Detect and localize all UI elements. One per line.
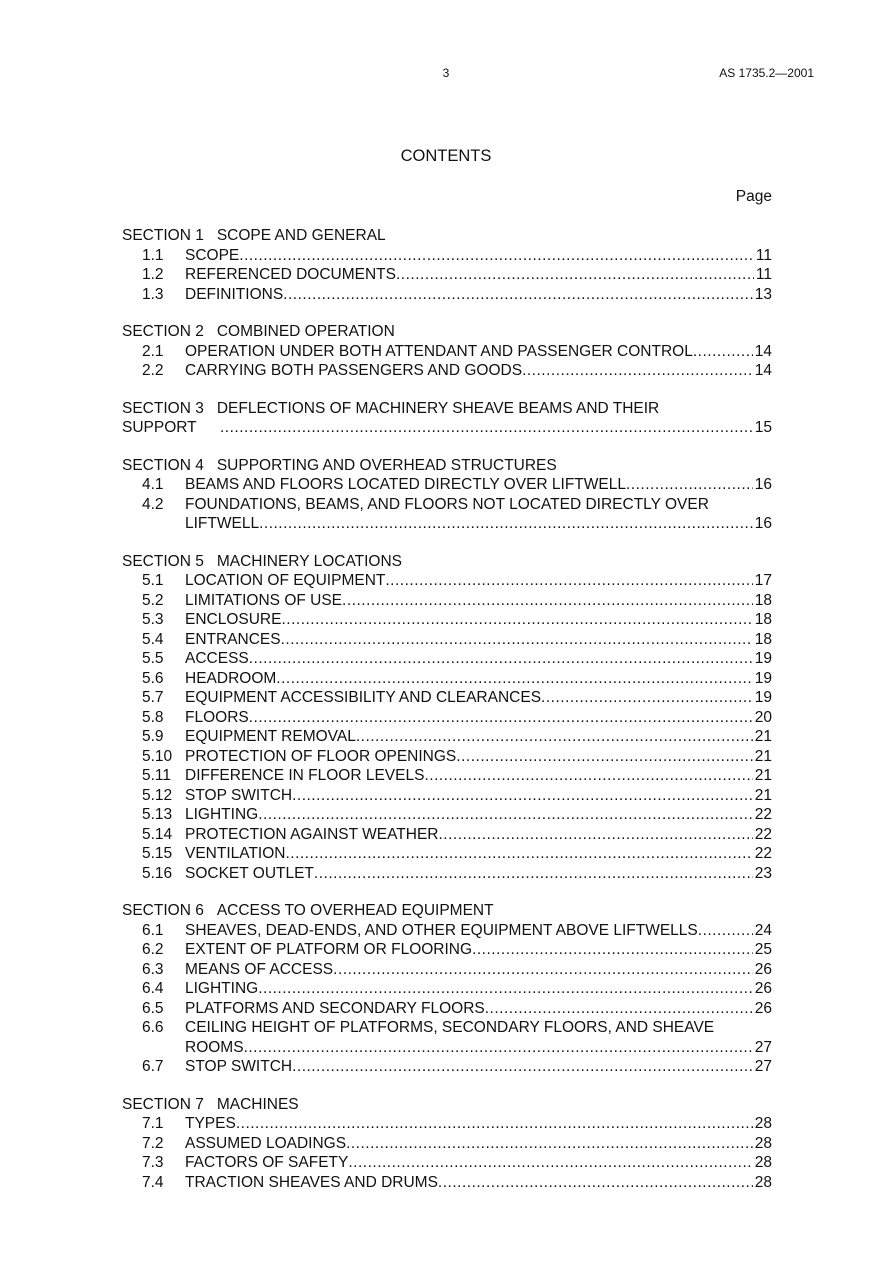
dot-leader [385, 571, 752, 591]
dot-leader [346, 1134, 753, 1154]
toc-entry[interactable] [122, 805, 772, 825]
page-ref: 11 [755, 246, 772, 264]
toc-entry[interactable] [122, 1173, 772, 1193]
toc-entry[interactable] [122, 979, 772, 999]
entry-title: FACTORS OF SAFETY [185, 1154, 349, 1171]
entry-number: 6.2 [142, 941, 164, 958]
entry-number: 7.4 [142, 1173, 164, 1191]
entry-number: 6.4 [142, 980, 164, 997]
dot-leader [348, 1153, 752, 1173]
toc-entry[interactable] [122, 921, 772, 941]
entry-number: 7.2 [142, 1134, 164, 1152]
toc-entry[interactable] [122, 999, 772, 1019]
entry-number: 5.9 [142, 728, 164, 745]
dot-leader [522, 361, 753, 381]
page-ref: 27 [754, 1038, 772, 1056]
toc-entry[interactable] [122, 649, 772, 669]
page-ref: 17 [754, 572, 772, 589]
page-ref: 26 [754, 960, 772, 978]
section-title: MACHINERY LOCATIONS [216, 552, 403, 570]
dot-leader [258, 979, 753, 999]
page-ref: 16 [754, 515, 772, 532]
entry-number: 5.1 [142, 572, 164, 589]
page-ref: 26 [754, 999, 772, 1017]
section-heading[interactable] [122, 399, 772, 419]
section-title: COMBINED OPERATION [216, 323, 395, 340]
dot-leader [626, 475, 753, 495]
toc-entry[interactable] [122, 747, 772, 767]
entry-title: OPERATION UNDER BOTH ATTENDANT AND PASSENGER CONTROL [185, 342, 693, 360]
page-ref: 21 [754, 767, 772, 784]
toc-entry[interactable] [122, 1018, 772, 1038]
dot-leader [258, 805, 753, 825]
section-number: SECTION 1 [122, 227, 204, 244]
entry-number: 5.15 [142, 845, 173, 862]
entry-title: SCOPE [185, 246, 240, 264]
page-ref: 19 [754, 650, 772, 667]
section-number: SECTION 4 [122, 456, 204, 474]
dot-leader [438, 1173, 753, 1193]
entry-title: FLOORS [185, 708, 249, 726]
page-ref: 26 [754, 980, 772, 997]
toc-entry[interactable] [122, 669, 772, 689]
dot-leader [456, 747, 752, 767]
entry-title: STOP SWITCH [185, 1058, 293, 1075]
dot-leader [314, 864, 753, 884]
entry-number: 5.14 [142, 825, 173, 843]
entry-title: LIGHTING [185, 806, 259, 823]
entry-number: 7.3 [142, 1154, 164, 1171]
section-title: ACCESS TO OVERHEAD EQUIPMENT [216, 902, 494, 919]
dot-leader [276, 669, 752, 689]
toc-section [122, 226, 772, 304]
page-ref: 22 [754, 845, 772, 862]
entry-number: 6.5 [142, 999, 164, 1017]
dot-leader [259, 514, 753, 534]
contents-title: CONTENTS [400, 147, 492, 165]
entry-number: 1.2 [142, 266, 164, 283]
page-ref: 14 [754, 362, 772, 379]
entry-number: 5.11 [142, 767, 172, 784]
dot-leader [249, 708, 753, 728]
entry-title: PROTECTION OF FLOOR OPENINGS [185, 747, 457, 765]
page-ref: 22 [754, 806, 772, 823]
dot-leader [239, 246, 754, 266]
entry-title: PLATFORMS AND SECONDARY FLOORS [185, 999, 485, 1017]
entry-number: 6.7 [142, 1058, 164, 1075]
dot-leader [693, 342, 753, 362]
entry-number: 1.1 [142, 246, 164, 264]
dot-leader [244, 1038, 753, 1058]
entry-title: DIFFERENCE IN FLOOR LEVELS [185, 767, 425, 784]
toc-entry[interactable] [122, 246, 772, 266]
section-number: SECTION 2 [122, 323, 204, 340]
entry-number: 5.4 [142, 630, 164, 648]
page-ref: 16 [754, 476, 772, 493]
entry-title: LOCATION OF EQUIPMENT [185, 572, 386, 589]
dot-leader [281, 610, 752, 630]
toc-entry[interactable] [122, 630, 772, 650]
page-ref: 14 [754, 342, 772, 360]
entry-number: 5.12 [142, 786, 173, 804]
page-ref: 11 [755, 266, 772, 283]
toc-entry[interactable] [122, 727, 772, 747]
entry-number: 1.3 [142, 285, 164, 303]
dot-leader [472, 940, 753, 960]
section-number: SECTION 3 [122, 399, 204, 417]
section-title: SUPPORTING AND OVERHEAD STRUCTURES [216, 456, 557, 474]
entry-title: DEFINITIONS [185, 285, 284, 303]
entry-title: MEANS OF ACCESS [185, 960, 334, 978]
section-heading[interactable] [122, 456, 772, 476]
entry-title: CARRYING BOTH PASSENGERS AND GOODS [185, 362, 523, 379]
page-ref: 19 [754, 689, 772, 706]
section-number: SECTION 6 [122, 902, 204, 919]
entry-title: TRACTION SHEAVES AND DRUMS [185, 1173, 438, 1191]
toc-entry[interactable] [122, 1153, 772, 1173]
entry-title-cont: LIFTWELL [185, 515, 260, 532]
section-number: SECTION 5 [122, 552, 204, 570]
dot-leader [342, 591, 753, 611]
dot-leader [220, 418, 753, 438]
dot-leader [292, 1057, 753, 1077]
page-ref: 13 [754, 285, 772, 303]
toc-entry[interactable] [122, 864, 772, 884]
toc-section [122, 1095, 772, 1193]
entry-number: 6.6 [142, 1019, 164, 1036]
section-heading[interactable] [122, 226, 772, 246]
entry-number: 6.1 [142, 921, 164, 939]
toc-entry[interactable] [122, 495, 772, 515]
entry-number: 4.2 [142, 495, 164, 513]
toc-entry-continuation[interactable] [122, 1038, 772, 1058]
section-heading[interactable] [122, 552, 772, 572]
toc-entry[interactable] [122, 1114, 772, 1134]
section-number: SECTION 7 [122, 1095, 204, 1113]
dot-leader [485, 999, 753, 1019]
section-title: SCOPE AND GENERAL [216, 227, 386, 244]
dot-leader [438, 825, 752, 845]
page-ref: 21 [754, 728, 772, 745]
entry-title: ACCESS [185, 650, 249, 667]
dot-leader [333, 960, 753, 980]
toc-entry[interactable] [122, 285, 772, 305]
section-title-cont-text: SUPPORT [122, 419, 197, 436]
entry-number: 5.7 [142, 689, 164, 706]
section-title: DEFLECTIONS OF MACHINERY SHEAVE BEAMS AND THEIR [216, 399, 660, 417]
page-ref: 23 [754, 864, 772, 882]
page-ref: 25 [754, 941, 772, 958]
entry-title-cont: ROOMS [185, 1038, 244, 1056]
entry-number: 5.8 [142, 708, 164, 726]
toc-section [122, 456, 772, 534]
entry-number: 5.13 [142, 806, 173, 823]
dot-leader [281, 630, 753, 650]
entry-number: 7.1 [142, 1115, 164, 1132]
entry-title: SHEAVES, DEAD-ENDS, AND OTHER EQUIPMENT ABOVE LIFTWELLS [185, 921, 698, 939]
page-ref: 24 [754, 921, 772, 939]
page-ref: 19 [754, 669, 772, 687]
entry-number: 5.3 [142, 611, 164, 628]
entry-number: 4.1 [142, 476, 164, 493]
toc-entry[interactable] [122, 342, 772, 362]
page-ref: 18 [754, 591, 772, 609]
entry-number: 2.2 [142, 362, 164, 379]
section-title: MACHINES [216, 1095, 299, 1113]
entry-title: PROTECTION AGAINST WEATHER [185, 825, 439, 843]
toc-section [122, 901, 772, 1077]
entry-title: EQUIPMENT ACCESSIBILITY AND CLEARANCES [185, 689, 542, 706]
entry-title: FOUNDATIONS, BEAMS, AND FLOORS NOT LOCATED DIRECTLY OVER [185, 495, 709, 513]
toc-entry[interactable] [122, 591, 772, 611]
page-ref: 28 [754, 1173, 772, 1191]
entry-title: LIMITATIONS OF USE [185, 591, 343, 609]
section-heading[interactable] [122, 322, 772, 342]
entry-title: ENCLOSURE [185, 611, 282, 628]
entry-title: EQUIPMENT REMOVAL [185, 728, 356, 745]
standard-id: AS 1735.2—2001 [719, 66, 814, 80]
entry-title: BEAMS AND FLOORS LOCATED DIRECTLY OVER LIFTWELL [185, 476, 626, 493]
entry-number: 6.3 [142, 960, 164, 978]
entry-title: LIGHTING [185, 980, 259, 997]
toc-entry[interactable] [122, 1134, 772, 1154]
toc-entry[interactable] [122, 475, 772, 495]
entry-title: VENTILATION [185, 845, 286, 862]
entry-title: ENTRANCES [185, 630, 281, 648]
dot-leader [236, 1114, 753, 1134]
entry-number: 5.6 [142, 669, 164, 687]
entry-number: 5.10 [142, 747, 173, 765]
entry-title: REFERENCED DOCUMENTS [185, 266, 396, 283]
entry-title: TYPES [185, 1115, 236, 1132]
toc-entry[interactable] [122, 825, 772, 845]
entry-number: 5.5 [142, 650, 164, 667]
page-ref: 20 [754, 708, 772, 726]
section-heading[interactable] [122, 1095, 772, 1115]
page-ref: 28 [754, 1134, 772, 1152]
entry-title: ASSUMED LOADINGS [185, 1134, 347, 1152]
entry-title: STOP SWITCH [185, 786, 293, 804]
entry-number: 5.16 [142, 864, 173, 882]
toc-entry[interactable] [122, 708, 772, 728]
dot-leader [424, 766, 752, 786]
toc-entry[interactable] [122, 940, 772, 960]
section-heading[interactable] [122, 901, 772, 921]
page-column-label: Page [735, 188, 772, 205]
toc-section [122, 399, 772, 438]
entry-title: HEADROOM [185, 669, 277, 687]
toc-entry[interactable] [122, 844, 772, 864]
dot-leader [396, 265, 754, 285]
toc-entry[interactable] [122, 786, 772, 806]
toc-entry[interactable] [122, 688, 772, 708]
page-ref: 22 [754, 825, 772, 843]
toc-section [122, 552, 772, 884]
toc-entry-continuation[interactable] [122, 514, 772, 534]
page-ref: 28 [754, 1154, 772, 1171]
page-ref: 18 [754, 611, 772, 628]
dot-leader [249, 649, 753, 669]
toc-entry[interactable] [122, 1057, 772, 1077]
entry-number: 5.2 [142, 591, 164, 609]
page-ref: 21 [754, 747, 772, 765]
page-ref: 28 [754, 1115, 772, 1132]
page-ref: 21 [754, 786, 772, 804]
toc-entry[interactable] [122, 960, 772, 980]
entry-title: SOCKET OUTLET [185, 864, 314, 882]
page-ref: 15 [754, 419, 772, 436]
toc-entry[interactable] [122, 265, 772, 285]
dot-leader [356, 727, 753, 747]
dot-leader [283, 285, 753, 305]
page-ref: 27 [754, 1058, 772, 1075]
dot-leader [698, 921, 753, 941]
page-number: 3 [442, 66, 450, 80]
toc-entry[interactable] [122, 571, 772, 591]
page-ref: 18 [754, 630, 772, 648]
entry-title: CEILING HEIGHT OF PLATFORMS, SECONDARY FLOORS, AND SHEAVE [185, 1019, 715, 1036]
entry-number: 2.1 [142, 342, 164, 360]
section-title-continuation[interactable] [122, 418, 772, 438]
toc-entry[interactable] [122, 766, 772, 786]
toc-entry[interactable] [122, 610, 772, 630]
dot-leader [292, 786, 753, 806]
toc-entry[interactable] [122, 361, 772, 381]
dot-leader [285, 844, 752, 864]
entry-title: EXTENT OF PLATFORM OR FLOORING [185, 941, 473, 958]
toc-section [122, 322, 772, 381]
dot-leader [541, 688, 753, 708]
table-of-contents [122, 226, 772, 1210]
